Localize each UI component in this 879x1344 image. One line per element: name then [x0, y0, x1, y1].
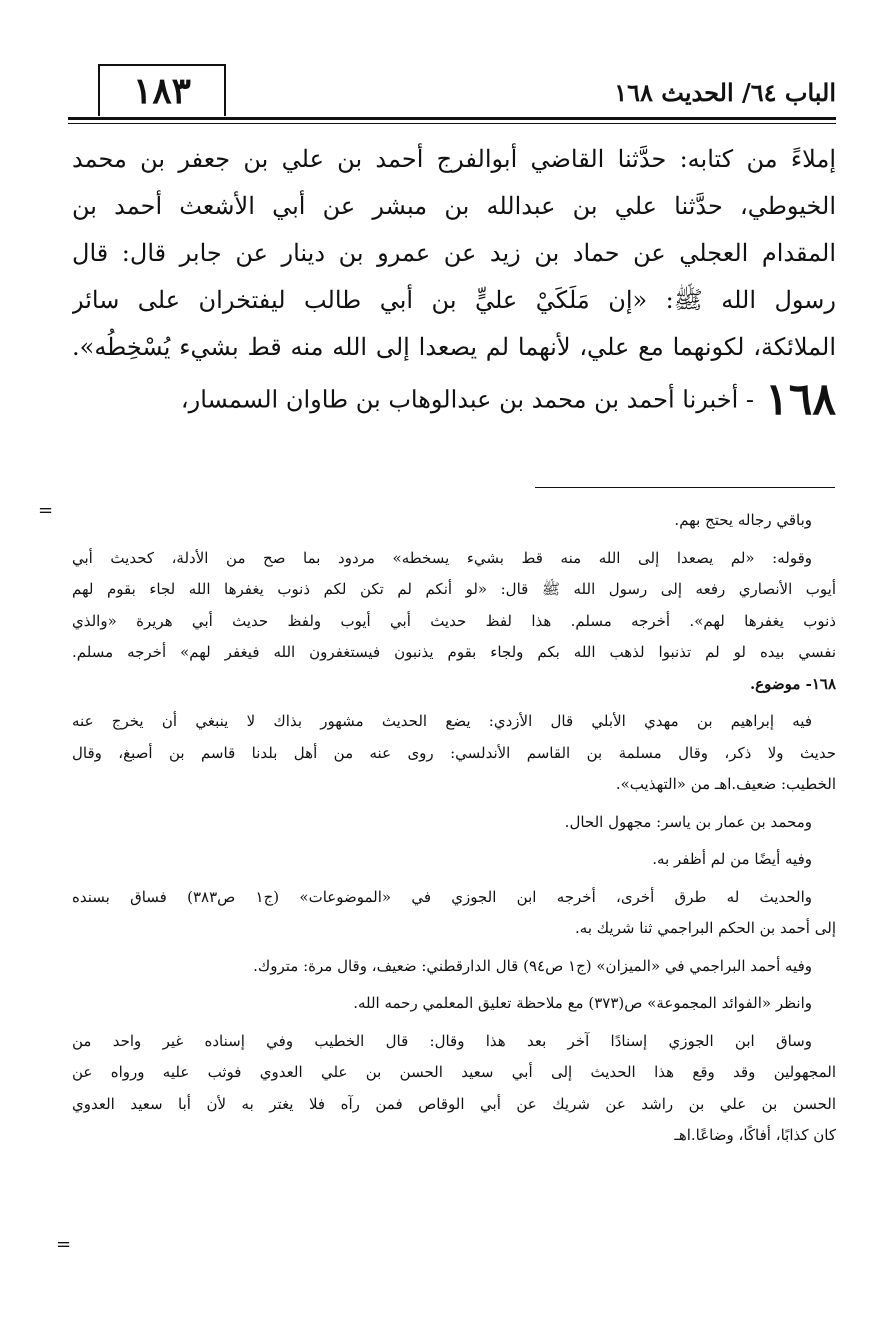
chapter-title: الباب ٦٤/ الحديث ١٦٨: [614, 78, 836, 107]
footnote-line: وساق ابن الجوزي إسنادًا آخر بعد هذا وقال: قال الخطيب وفي إسناده غير واحد من: [72, 1031, 812, 1050]
hadith-number: ١٦٨: [765, 373, 836, 425]
main-line: المقدام العجلي عن حماد بن زيد عن عمرو بن دينار عن جابر قال: قال: [72, 239, 836, 267]
footnote-line: والحديث له طرق أخرى، أخرجه ابن الجوزي في «الموضوعات» (ج١ ص٣٨٣) فساق بسنده: [72, 887, 812, 906]
footnote-heading: ١٦٨- موضوع.: [749, 674, 836, 693]
footnote-line: أيوب الأنصاري رفعه إلى رسول الله ﷺ قال: «لو أنكم لم تكن لكم ذنوب يغفرها الله لجاء بقوم لهم: [72, 580, 836, 598]
page-header: [62, 60, 836, 118]
footnote-line: وقوله: «لم يصعدا إلى الله منه قط بشيء يسخطه» مردود بما صح من الأدلة، كحديث أبي: [72, 548, 812, 567]
footnote-line: وفيه أيضًا من لم أظفر به.: [652, 850, 812, 868]
page-number: ١٨٣: [132, 70, 191, 112]
footnote-line: وفيه أحمد البراجمي في «الميزان» (ج١ ص٩٤) قال الدارقطني: ضعيف، وقال مرة: متروك.: [253, 956, 812, 975]
footnote-line: ومحمد بن عمار بن ياسر: مجهول الحال.: [564, 812, 812, 831]
main-line: الملائكة، لكونهما مع علي، لأنهما لم يصعدا إلى الله منه قط بشيء يُسْخِطُه».: [72, 333, 836, 361]
footnote-line: ذنوب يغفرها لهم». أخرجه مسلم. هذا لفظ حديث أبي أيوب ولفظ حديث أبي هريرة «والذي: [72, 611, 836, 630]
footnote-line: فيه إبراهيم بن مهدي الأبلي قال الأزدي: يضع الحديث مشهور بذاك لا ينبغي أن يخرج عنه: [72, 712, 812, 730]
footnote-line: كان كذابًا، أفاكًا، وضاعًا.اهـ: [674, 1126, 836, 1144]
header-rule-thin: [68, 123, 836, 124]
footnote-line: الخطيب: ضعيف.اهـ من «التهذيب».: [615, 775, 836, 793]
continuation-mark-bottom: =: [56, 1234, 72, 1255]
footnote-line: الحسن بن علي بن راشد عن شريك عن أبي الوقاص فمن رآه فلا يغتر به لأن أبا سعيد العدوي: [72, 1094, 836, 1113]
page-number-box: [98, 64, 226, 116]
footnote-line: المجهولين وقد وقع هذا الحديث إلى أبي سعيد الحسن بن علي العدوي فوثب عليه ورواه عن: [72, 1063, 836, 1081]
footnotes: [72, 505, 836, 1152]
main-line: رسول الله ﷺ: «إن مَلَكَيْ عليٍّ بن أبي طالب ليفتخران على سائر: [72, 286, 836, 314]
footnote-line: إلى أحمد بن الحكم البراجمي ثنا شريك به.: [575, 919, 836, 937]
main-line: الخيوطي، حدَّثنا علي بن عبدالله بن مبشر عن أبي الأشعث أحمد بن: [72, 192, 836, 220]
footnote-line: حديث ولا ذكر، وقال مسلمة بن القاسم الأندلسي: روى عنه من أهل بلدنا قاسم بن أصبغ، وقال: [72, 743, 836, 762]
main-text: [72, 136, 836, 427]
header-rule-thick: [68, 117, 836, 120]
main-line: إملاءً من كتابه: حدَّثنا القاضي أبوالفرج أحمد بن علي بن جعفر بن محمد: [72, 145, 836, 173]
footnote-line: نفسي بيده لو لم تذنبوا لذهب الله بكم ولجاء بقوم يذنبون فيستغفرون الله فيغفر لهم» أخرجه مسلم.: [72, 643, 836, 661]
hadith-start-line: [72, 371, 836, 427]
footnote-separator: [535, 487, 835, 488]
footnote-line: وانظر «الفوائد المجموعة» ص(٣٧٣) مع ملاحظة تعليق المعلمي رحمه الله.: [353, 994, 812, 1012]
hadith-text: - أخبرنا أحمد بن محمد بن عبدالوهاب بن طاوان السمسار،: [180, 385, 754, 414]
footnote-line: وباقي رجاله يحتج بهم.: [674, 511, 812, 529]
continuation-mark-top: =: [38, 500, 54, 521]
